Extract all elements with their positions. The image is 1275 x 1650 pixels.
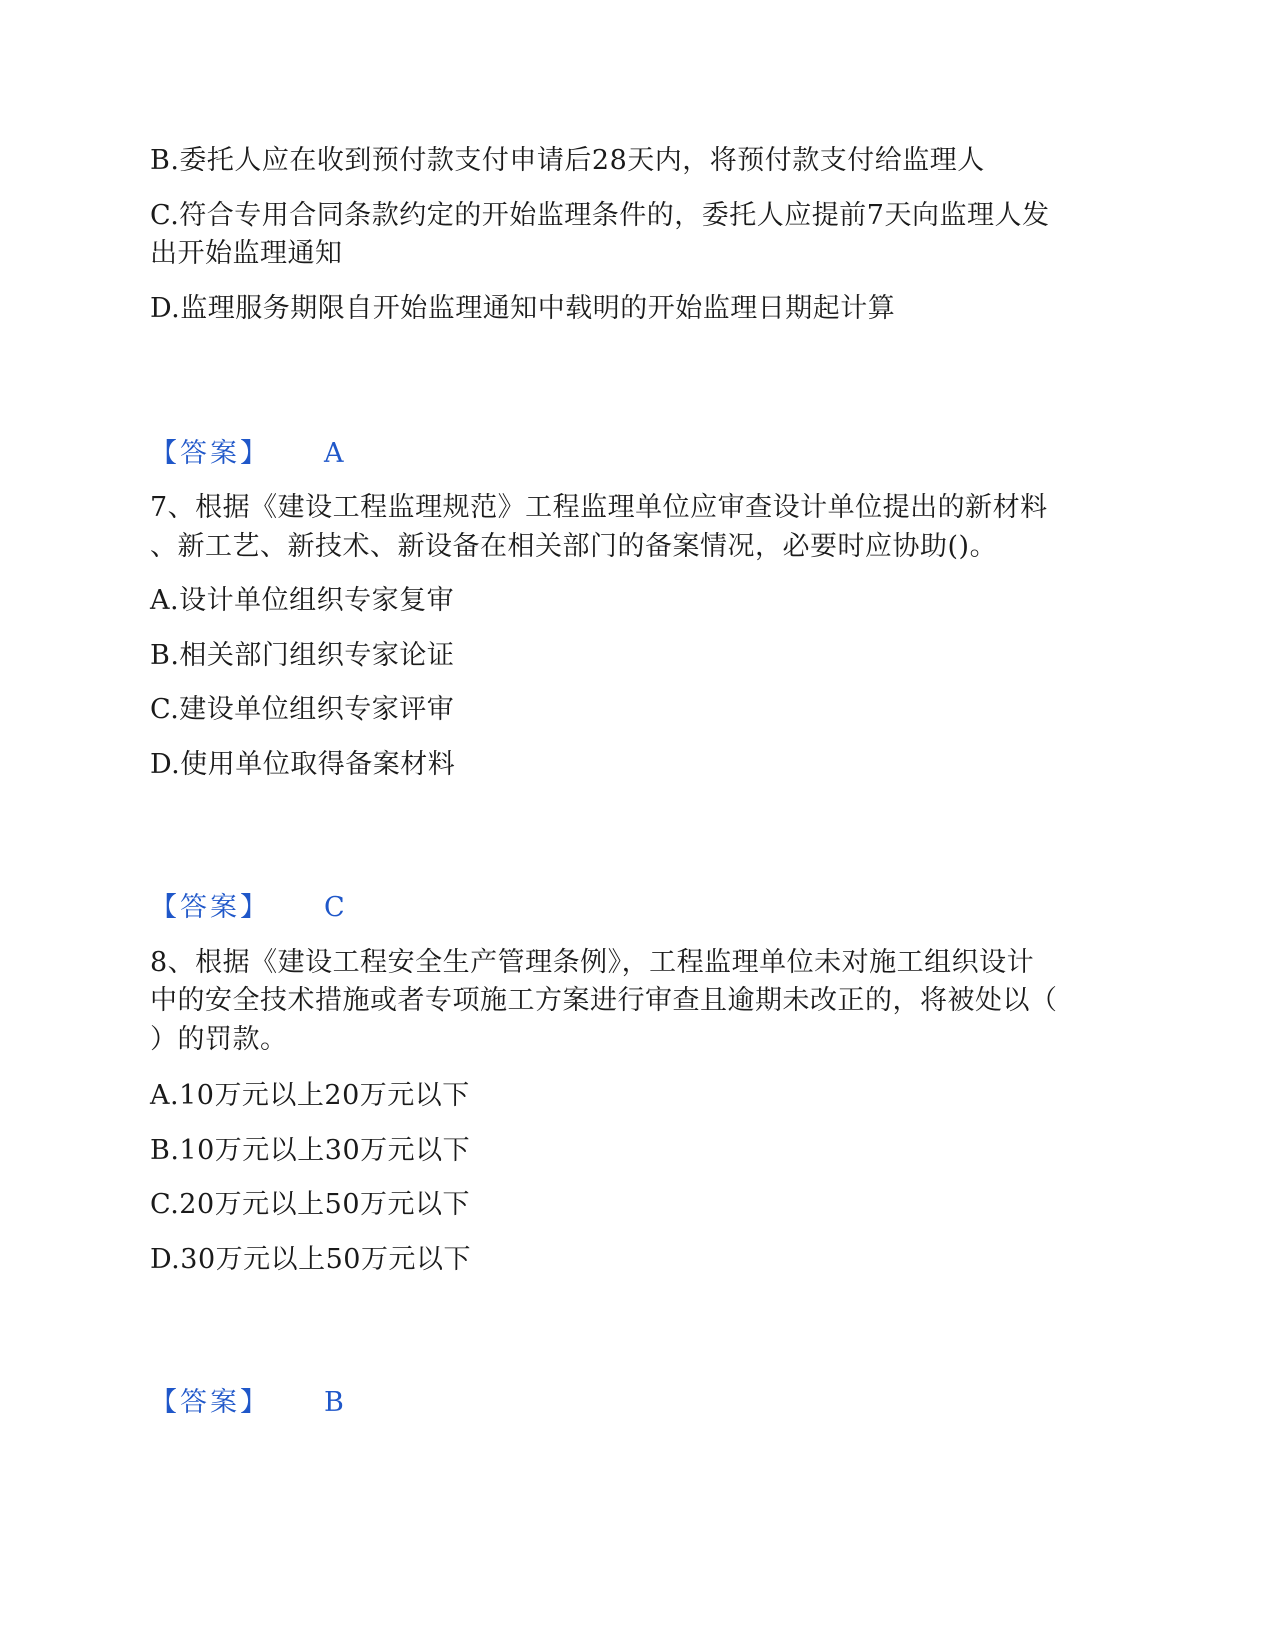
q8-option-a: A.10万元以上20万元以下 (150, 1080, 470, 1111)
q8-stem-line1: 8、根据《建设工程安全生产管理条例》，工程监理单位未对施工组织设计 (150, 947, 1035, 978)
q7-option-d: D.使用单位取得备案材料 (150, 749, 456, 780)
q7-answer-value: C (324, 892, 345, 923)
q8-answer (150, 1383, 344, 1423)
q8-option-c: C.20万元以上50万元以下 (150, 1189, 470, 1220)
q7-stem-line1: 7、根据《建设工程监理规范》工程监理单位应审查设计单位提出的新材料 (150, 492, 1048, 523)
q8-answer-value: B (324, 1387, 344, 1418)
q7-option-a: A.设计单位组织专家复审 (150, 585, 455, 616)
q6-answer-value: A (324, 438, 344, 469)
q8-stem-line3: ）的罚款。 (150, 1024, 288, 1055)
q6-option-c-line1: C.符合专用合同条款约定的开始监理条件的，委托人应提前7天向监理人发 (150, 200, 1050, 231)
q6-answer-label: 【答案】 (150, 438, 270, 469)
q7-option-b: B.相关部门组织专家论证 (150, 640, 455, 671)
q8-answer-label: 【答案】 (150, 1387, 270, 1418)
q7-option-c: C.建设单位组织专家评审 (150, 694, 455, 725)
q7-stem-line2: 、新工艺、新技术、新设备在相关部门的备案情况，必要时应协助()。 (150, 531, 998, 562)
q6-option-d: D.监理服务期限自开始监理通知中载明的开始监理日期起计算 (150, 293, 896, 324)
q6-option-b: B.委托人应在收到预付款支付申请后28天内，将预付款支付给监理人 (150, 145, 985, 176)
q8-option-d: D.30万元以上50万元以下 (150, 1244, 471, 1275)
q7-answer-label: 【答案】 (150, 892, 270, 923)
q8-option-b: B.10万元以上30万元以下 (150, 1135, 471, 1166)
q6-option-c-line2: 出开始监理通知 (150, 238, 343, 269)
q8-stem-line2: 中的安全技术措施或者专项施工方案进行审查且逾期未改正的，将被处以（ (150, 985, 1058, 1016)
q6-answer (150, 434, 344, 474)
q7-answer (150, 888, 345, 928)
